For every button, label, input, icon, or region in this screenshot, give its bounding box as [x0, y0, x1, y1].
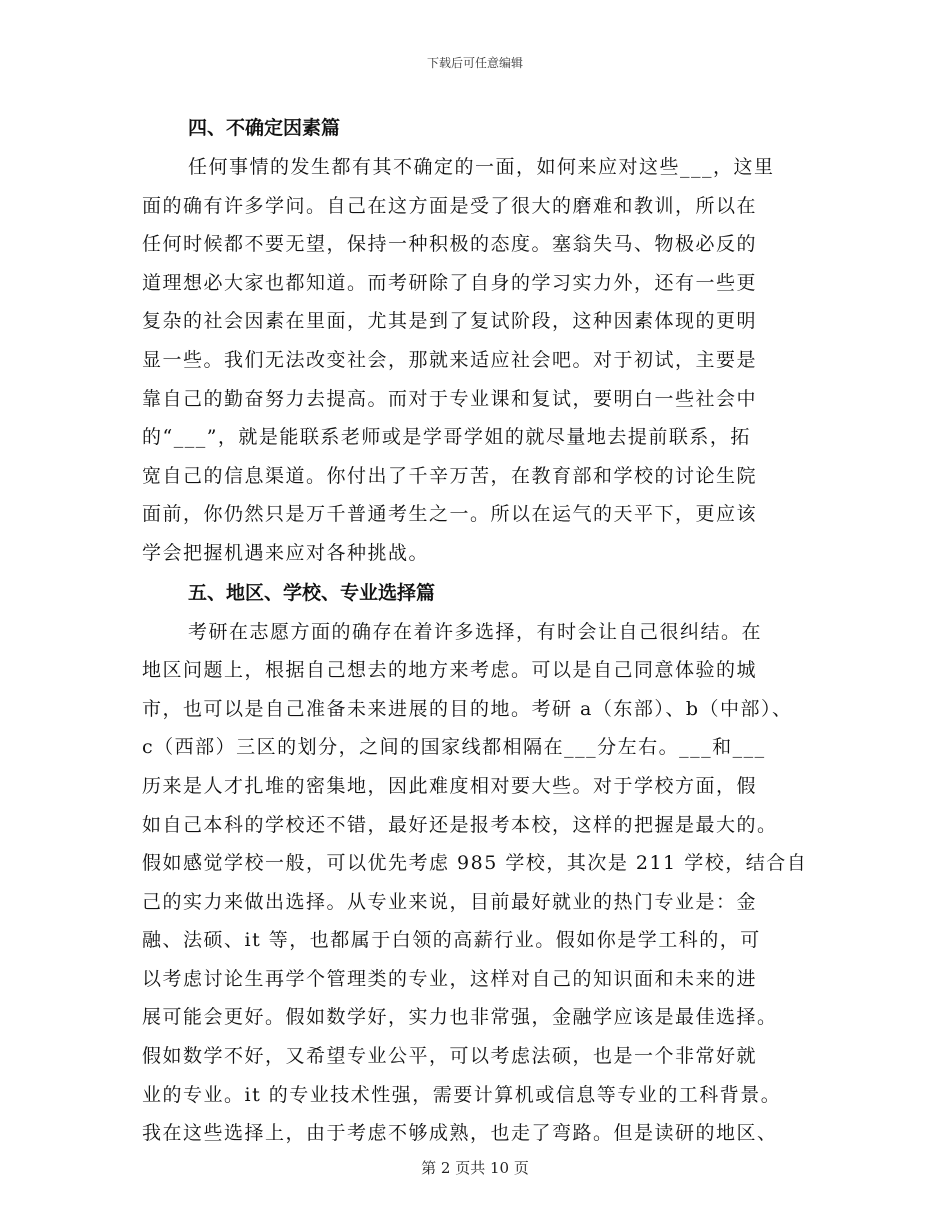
paragraph-line: 显一些。我们无法改变社会，那就来适应社会吧。对于初试，主要是 [142, 348, 758, 371]
paragraph-line: 历来是人才扎堆的密集地，因此难度相对要大些。对于学校方面，假 [142, 774, 758, 797]
paragraph-line: 假如感觉学校一般，可以优先考虑 985 学校，其次是 211 学校，结合自 [142, 852, 808, 875]
paragraph-line: 考研在志愿方面的确存在着许多选择，有时会让自己很纠结。在 [188, 620, 763, 643]
paragraph-line: 的“___”，就是能联系老师或是学哥学姐的就尽量地去提前联系，拓 [142, 426, 751, 449]
section-heading: 五、地区、学校、专业选择篇 [188, 581, 436, 604]
paragraph-line: 学会把握机遇来应对各种挑战。 [142, 541, 430, 564]
paragraph-line: 宽自己的信息渠道。你付出了千辛万苦，在教育部和学校的讨论生院 [142, 464, 758, 487]
paragraph-line: 以考虑讨论生再学个管理类的专业，这样对自己的知识面和未来的进 [142, 967, 758, 990]
section-uncertain-factors [142, 108, 810, 573]
page-footer: 第 2 页共 10 页 [421, 1159, 529, 1177]
paragraph-line: 己的实力来做出选择。从专业来说，目前最好就业的热门专业是：金 [142, 890, 758, 913]
paragraph-line: 业的专业。it 的专业技术性强，需要计算机或信息等专业的工科背景。 [142, 1083, 782, 1106]
section-region-school-major [142, 573, 810, 1153]
paragraph-line: 面前，你仍然只是万千普通考生之一。所以在运气的天平下，更应该 [142, 503, 758, 526]
paragraph-line: 任何时候都不要无望，保持一种积极的态度。塞翁失马、物极必反的 [142, 233, 758, 256]
paragraph-line: 市，也可以是自己准备未来进展的目的地。考研 a（东部）、b（中部）、 [142, 697, 793, 720]
paragraph-line: 靠自己的勤奋努力去提高。而对于专业课和复试，要明白一些社会中 [142, 387, 758, 410]
paragraph-line: 面的确有许多学问。自己在这方面是受了很大的磨难和教训，所以在 [142, 194, 758, 217]
section-heading: 四、不确定因素篇 [188, 117, 341, 139]
document-body [142, 108, 810, 1153]
page-header: 下载后可任意编辑 [426, 56, 523, 70]
paragraph-line: 展可能会更好。假如数学好，实力也非常强，金融学应该是最佳选择。 [142, 1006, 778, 1029]
paragraph-line: c（西部）三区的划分，之间的国家线都相隔在___分左右。___和___ [142, 736, 766, 759]
paragraph-line: 任何事情的发生都有其不确定的一面，如何来应对这些___，这里 [188, 156, 775, 178]
paragraph-line: 我在这些选择上，由于考虑不够成熟，也走了弯路。但是读研的地区、 [142, 1122, 778, 1145]
paragraph-line: 复杂的社会因素在里面，尤其是到了复试阶段，这种因素体现的更明 [142, 310, 758, 333]
paragraph-line: 道理想必大家也都知道。而考研除了自身的学习实力外，还有一些更 [142, 271, 758, 294]
paragraph-line: 假如数学不好，又希望专业公平，可以考虑法硕，也是一个非常好就 [142, 1045, 758, 1068]
paragraph-line: 如自己本科的学校还不错，最好还是报考本校，这样的把握是最大的。 [142, 813, 778, 836]
paragraph-line: 融、法硕、it 等，也都属于白领的高薪行业。假如你是学工科的，可 [142, 929, 761, 952]
paragraph-line: 地区问题上，根据自己想去的地方来考虑。可以是自己同意体验的城 [142, 659, 758, 682]
